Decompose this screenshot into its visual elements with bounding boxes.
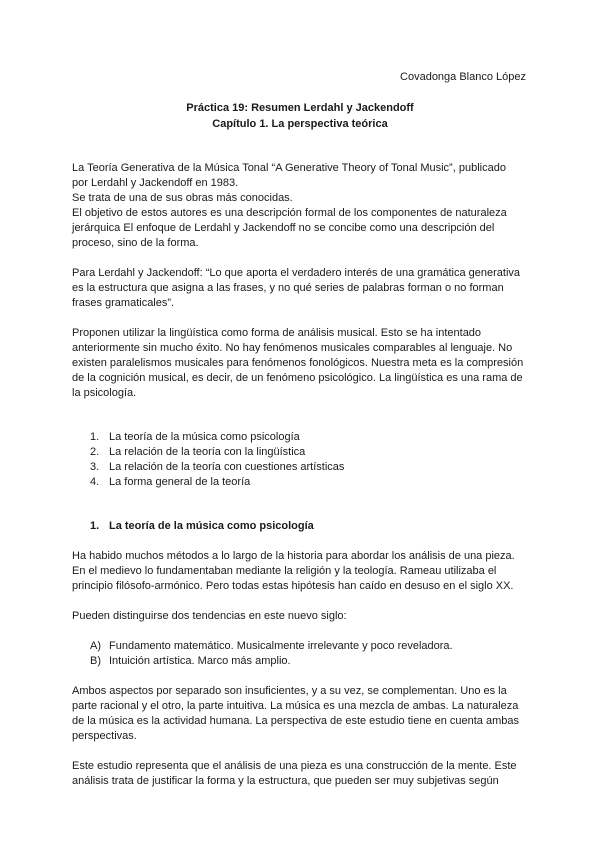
list-item (72, 460, 528, 475)
text-line: de la música es la actividad humana. La perspectiva de este estudio tiene en cuenta ambas (72, 715, 519, 727)
text-line: por Lerdahl y Jackendoff en 1983. (72, 177, 239, 189)
list-marker: 3. (90, 461, 100, 473)
section-marker: 1. (90, 520, 100, 532)
list-item-label: Fundamento matemático. Musicalmente irrelevante y poco reveladora. (109, 640, 453, 652)
list-item (72, 430, 528, 445)
text-line: proceso, sino de la forma. (72, 237, 199, 249)
section-1-paragraph-2 (72, 609, 528, 624)
text-line: la psicología. (72, 387, 137, 399)
text-line: es la estructura que asigna a las frases, y no qué series de palabras forman o no forman (72, 282, 504, 294)
table-of-contents (72, 430, 528, 490)
text-line: Ha habido muchos métodos a lo largo de la historia para abordar los análisis de una pieza. (72, 550, 515, 562)
list-marker: 4. (90, 476, 100, 488)
section-1-paragraph-4 (72, 759, 528, 789)
text-line: Se trata de una de sus obras más conocidas. (72, 192, 293, 204)
document-title (72, 100, 528, 132)
intro-paragraph-1 (72, 161, 528, 251)
text-line: Proponen utilizar la lingüística como forma de análisis musical. Esto se ha intentado (72, 327, 482, 339)
list-item-label: La relación de la teoría con cuestiones artísticas (109, 461, 345, 473)
text-line: análisis trata de justificar la forma y la estructura, que pueden ser muy subjetivas según (72, 775, 499, 787)
section-1-paragraph-1 (72, 549, 528, 594)
list-item-label: La relación de la teoría con la lingüística (109, 446, 306, 458)
list-marker: 2. (90, 446, 100, 458)
title-line-2: Capítulo 1. La perspectiva teórica (212, 118, 388, 130)
text-line: El objetivo de estos autores es una descripción formal de los componentes de naturaleza (72, 207, 507, 219)
text-line: existen paralelismos musicales para fenómenos fonológicos. Nuestra meta es la compresión (72, 357, 524, 369)
text-line: perspectivas. (72, 730, 137, 742)
text-line: Este estudio representa que el análisis de una pieza es una construcción de la mente. Este (72, 760, 517, 772)
text-line: Para Lerdahl y Jackendoff: “Lo que aporta el verdadero interés de una gramática generativa (72, 267, 521, 279)
list-item-label: La teoría de la música como psicología (109, 431, 300, 443)
text-line: Pueden distinguirse dos tendencias en este nuevo siglo: (72, 610, 347, 622)
list-item (72, 654, 528, 669)
text-line: La Teoría Generativa de la Música Tonal “A Generative Theory of Tonal Music”, publicado (72, 162, 506, 174)
list-marker: B) (90, 655, 101, 667)
text-line: frases gramaticales”. (72, 297, 175, 309)
intro-paragraph-2 (72, 266, 528, 311)
list-item (72, 445, 528, 460)
text-line: principio filósofo-armónico. Pero todas estas hipótesis han caído en desuso en el siglo XX. (72, 580, 514, 592)
text-line: Ambos aspectos por separado son insuficientes, y a su vez, se complementan. Uno es la (72, 685, 507, 697)
list-item (72, 475, 528, 490)
list-marker: A) (90, 640, 101, 652)
list-marker: 1. (90, 431, 100, 443)
list-item-label: Intuición artística. Marco más amplio. (109, 655, 291, 667)
title-line-1: Práctica 19: Resumen Lerdahl y Jackendoff (186, 102, 414, 114)
intro-paragraph-3 (72, 326, 528, 401)
section-1-heading (72, 519, 528, 534)
tendencies-list (72, 639, 528, 669)
text-line: parte racional y el otro, la parte intuitiva. La música es una mezcla de ambas. La naturaleza (72, 700, 519, 712)
text-line: de la cognición musical, es decir, de un fenómeno psicológico. La lingüística es una rama de (72, 372, 523, 384)
list-item (72, 639, 528, 654)
list-item-label: La forma general de la teoría (109, 476, 251, 488)
section-heading-text: La teoría de la música como psicología (109, 520, 314, 532)
text-line: En el medievo lo fundamentaban mediante la religión y la teología. Rameau utilizaba el (72, 565, 497, 577)
author-name: Covadonga Blanco López (400, 71, 526, 83)
text-line: anteriormente sin mucho éxito. No hay fenómenos musicales comparables al lenguaje. No (72, 342, 513, 354)
section-1-paragraph-3 (72, 684, 528, 744)
text-line: jerárquica El enfoque de Lerdahl y Jackendoff no se concibe como una descripción del (72, 222, 495, 234)
